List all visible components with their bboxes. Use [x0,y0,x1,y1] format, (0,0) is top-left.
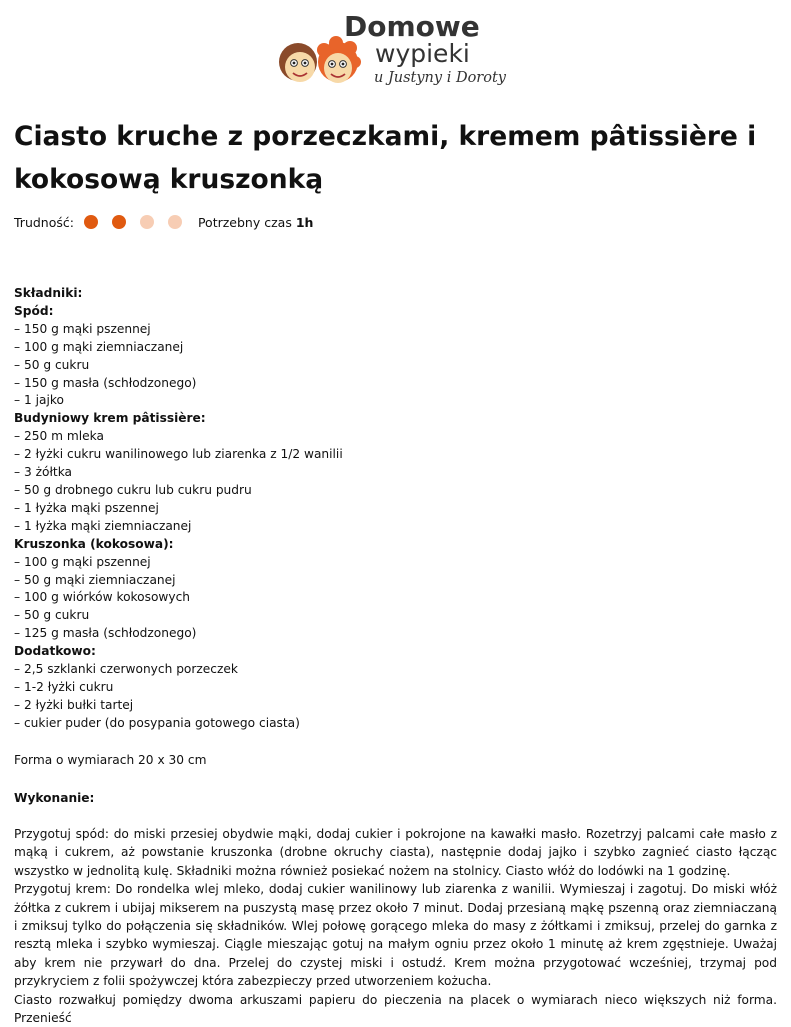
logo-text-line1: Domowe [344,10,480,43]
ingredient-item: – 2,5 szklanki czerwonych porzeczek [14,662,238,677]
svg-text:wypieki [375,39,470,68]
svg-text:u Justyny i Doroty [374,70,507,86]
ingredient-item: – 1 łyżka mąki pszennej [14,500,159,515]
ingredient-item: – 50 g mąki ziemniaczanej [14,572,176,587]
ingredient-item: – 1-2 łyżki cukru [14,679,114,694]
ingredient-item: – 50 g cukru [14,357,90,372]
instructions-body [14,825,777,1027]
difficulty-dot-icon [84,215,98,229]
ingredient-item: – cukier puder (do posypania gotowego ciasta) [14,715,300,730]
ingredients-section [14,285,784,733]
ingredient-item: – 1 łyżka mąki ziemniaczanej [14,518,192,533]
logo-text-line2: wypieki [375,39,470,68]
instruction-paragraph: Przygotuj krem: Do rondelka wlej mleko, dodaj cukier wanilinowy lub ziarenka z wanilii. Wymieszaj i zagotuj. Do miski włóż żółtka z cukrem i ubijaj mikserem na puszystą masę przez około 7 minut. Dodaj przesianą mąkę pszenną oraz ziemniaczaną i zmiksuj tylko do połączenia się składników. Wlej połowę gorącego mleka do masy z żółtkami i zmiksuj, przelej do garnka z resztą mleka i szybko wymieszaj. Ciągle mieszając gotuj na małym ogniu przez około 1 minutę aż krem zgęstnieje. Uważaj aby krem nie przywarł do dna. Przelej do czystej miski i ostudź. Krem można przygotować wcześniej, trzymaj pod przykryciem z folii spożywczej która zabezpieczy przed utworzeniem kożucha. [14,882,777,989]
time-value: 1h [295,214,314,230]
ingredient-item: – 2 łyżki bułki tartej [14,697,134,712]
difficulty-dot-icon [168,215,182,229]
instructions-heading: Wykonanie: [14,791,95,805]
ingredients-heading: Składniki: [14,286,83,300]
time-label: Potrzebny czas [197,214,292,230]
ingredient-section-heading: Spód: [14,303,54,318]
logo-text-line3: u Justyny i Doroty [374,70,506,86]
ingredient-item: – 100 g wiórków kokosowych [14,590,191,605]
ingredient-item: – 1 jajko [14,393,64,408]
difficulty-dot-icon [140,215,154,229]
ingredient-item: – 50 g cukru [14,608,90,623]
difficulty-label: Trudność: [14,214,74,230]
ingredient-item: – 150 g mąki pszennej [14,321,151,336]
site-logo[interactable] [276,10,516,96]
difficulty-rating [74,215,182,229]
recipe-meta [14,213,313,231]
ingredient-item: – 3 żółtka [14,465,73,480]
pan-size: Forma o wymiarach 20 x 30 cm [14,753,207,767]
ingredient-item: – 250 m mleka [14,429,104,444]
ingredient-item: – 2 łyżki cukru wanilinowego lub ziarenka z 1/2 wanilii [14,447,343,462]
ingredient-item: – 100 g mąki ziemniaczanej [14,339,184,354]
difficulty-dot-icon [112,215,126,229]
instruction-paragraph: Ciasto rozwałkuj pomiędzy dwoma arkuszami papieru do pieczenia na placek o wymiarach nieco większych niż forma. Przenieść [14,992,777,1026]
ingredient-item: – 125 g masła (schłodzonego) [14,626,197,641]
instruction-paragraph: Przygotuj spód: do miski przesiej obydwie mąki, dodaj cukier i pokrojone na kawałki masło. Rozetrzyj palcami całe masło z mąką i cukrem, aż powstanie kruszonka (drobne okruchy ciasta), następnie dodaj jajko i szybko zagnieć ciasto łącząc wszystko w jednolitą kulę. Składniki można również posiekać nożem na stolnicy. Ciasto włóż do lodówki na 1 godzinę. [14,827,777,878]
ingredient-section-heading: Dodatkowo: [14,644,96,659]
ingredient-item: – 50 g drobnego cukru lub cukru pudru [14,482,252,497]
logo-faces-icon [276,10,516,96]
recipe-title: Ciasto kruche z porzeczkami, kremem pâtissière i kokosową kruszonką [14,121,757,195]
ingredient-section-heading: Budyniowy krem pâtissière: [14,411,206,426]
ingredient-item: – 100 g mąki pszennej [14,554,151,569]
ingredient-item: – 150 g masła (schłodzonego) [14,375,197,390]
ingredient-section-heading: Kruszonka (kokosowa): [14,536,174,551]
